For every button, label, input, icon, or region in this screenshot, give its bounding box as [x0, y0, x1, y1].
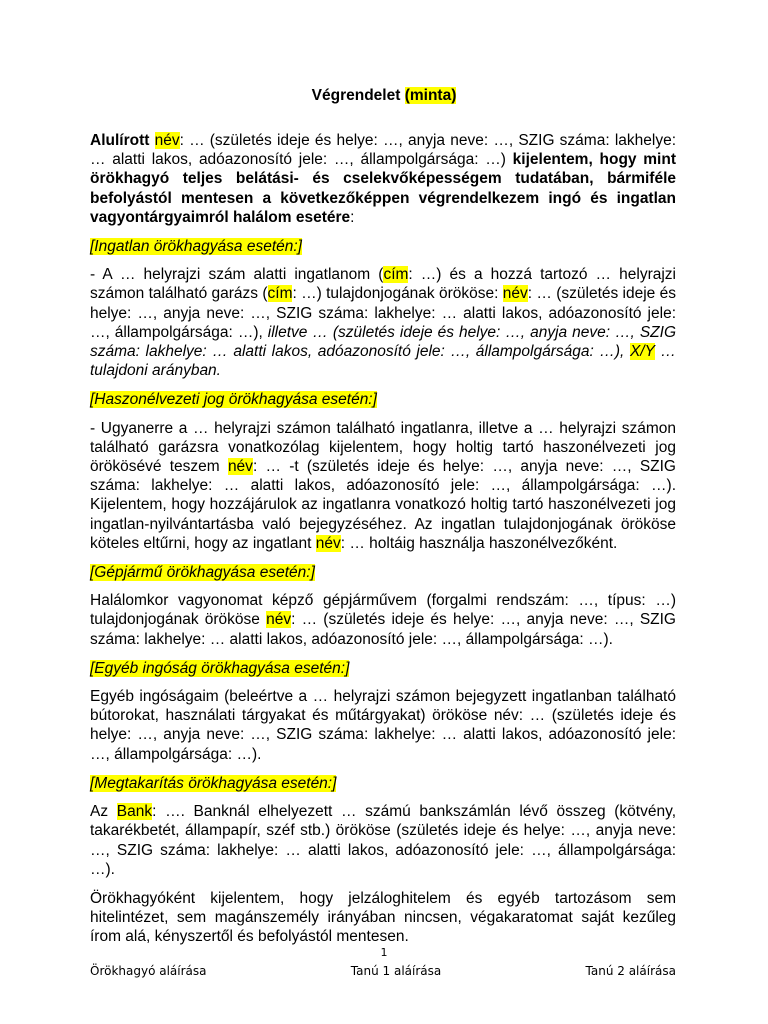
text-run: : … -t (születés ideje és helye: …, anyja neve: …, SZIG száma: lakhelye: … alatti lakos, adóazonosító jele: …, állampolgársága: …). Kijelentem, hogy hozzájárulok az ingatlanra vonatkozó holtig tartó haszonélvezeti jog ingatlan-nyilvántartásba való bejegyzéséhez. Az ingatlan tulajdonjogának örököse köteles eltűrni, hogy az ingatlant: [90, 458, 676, 552]
name-placeholder: név: [227, 458, 253, 476]
bank-placeholder: Bank: [116, 803, 153, 821]
name-placeholder: név: [266, 611, 292, 629]
section-heading-movables: [90, 659, 676, 678]
section-heading-vehicle: [90, 563, 676, 582]
testator-signature-label: Örökhagyó aláírása: [90, 964, 207, 978]
name-placeholder: név: [154, 132, 180, 149]
section-heading-text: [Haszonélvezeti jog örökhagyása esetén:]: [90, 391, 377, 409]
document-title: [0, 86, 768, 106]
text-run: Egyéb ingóságaim (beleértve a … helyrajzi számon bejegyzett ingatlanban található bútorokat, használati tárgyakat és műtárgyakat) örököse név: … (születés ideje és helye: …, anyja neve: …, SZIG száma: lakhelye: … alatti lakos, adóazonosító jele: …, állampolgársága: …).: [90, 688, 676, 763]
section-heading-text: [Ingatlan örökhagyása esetén:]: [90, 238, 302, 256]
text-run: : …) tulajdonjogának örököse:: [292, 285, 499, 303]
intro-declaration: kijelentem, hogy mint örökhagyó teljes belátási- és cselekvőképességem tudatában, bármiféle befolyástól mentesen a következőképpen végrendelkezem ingó és ingatlan vagyontárgyaimról halálom esetére: [90, 151, 676, 226]
ratio-placeholder: X/Y: [629, 343, 655, 361]
paragraph-real-estate: [90, 265, 676, 380]
name-placeholder: név: [315, 534, 341, 552]
text-run: Halálomkor vagyonomat képző gépjárművem (forgalmi rendszám: …, típus: …) tulajdonjogának örököse: [90, 592, 676, 629]
section-heading-savings: [90, 774, 676, 793]
address-placeholder: cím: [383, 266, 409, 284]
italic-text-run: illetve … (születés ideje és helye: …, anyja neve: …, SZIG száma: lakhelye: … alatti lakos, adóazonosító jele: …, állampolgársága: …),: [90, 323, 676, 361]
italic-text-run: … tulajdoni arányban.: [90, 343, 676, 380]
text-run: - Ugyanerre a … helyrajzi számon található ingatlanra, illetve a … helyrajzi számon található garázsra vonatkozólag kijelentem, hogy holtig tartó haszonélvezeti jog örökösévé teszem: [90, 419, 676, 476]
name-placeholder: név: [502, 285, 528, 303]
page-number: 1: [380, 946, 388, 959]
text-run: Az: [90, 803, 109, 821]
section-heading-real-estate: [90, 237, 676, 256]
text-run: : … (születés ideje és helye: …, anyja neve: …, SZIG száma: lakhelye: … alatti lakos, adóazonosító jele: …, állampolgársága: …),: [90, 285, 676, 341]
address-placeholder: cím: [267, 285, 293, 303]
intro-paragraph: [90, 131, 676, 227]
signature-footer: [90, 964, 676, 978]
title-highlight: (minta): [404, 87, 457, 104]
witness-1-signature-label: Tanú 1 aláírása: [350, 964, 442, 978]
witness-2-signature-label: Tanú 2 aláírása: [585, 964, 676, 978]
text-run: : … holtáig használja haszonélvezőként.: [340, 534, 618, 552]
paragraph-movables: [90, 687, 676, 764]
text-run: : … (születés ideje és helye: …, anyja neve: …, SZIG száma: lakhelye: … alatti lakos, adóazonosító jele: …, állampolgársága: …).: [90, 611, 676, 648]
section-heading-text: [Gépjármű örökhagyása esetén:]: [90, 564, 315, 582]
closing-paragraph: Örökhagyóként kijelentem, hogy jelzáloghitelem és egyéb tartozásom sem hitelintézet, sem magánszemély irányában nincsen, végakaratomat saját kezűleg írom alá, kényszertől és befolyástól mentesen.: [90, 889, 676, 946]
section-heading-text: [Megtakarítás örökhagyása esetén:]: [90, 774, 337, 792]
section-heading-usufruct: [90, 390, 676, 409]
intro-subject: Alulírott: [90, 132, 150, 149]
paragraph-vehicle: [90, 591, 676, 649]
text-run: : …. Banknál elhelyezett … számú bankszámlán lévő összeg (kötvény, takarékbetét, állampapír, széf stb.) örököse (születés ideje és helye: …, anyja neve: …, SZIG száma: lakhelye: … alatti lakos, adóazonosító jele: …, állampolgársága: …).: [90, 803, 677, 878]
text-run: : …) és a hozzá tartozó … helyrajzi számon található garázs (: [90, 266, 676, 303]
intro-colon: :: [350, 208, 355, 226]
section-heading-text: [Egyéb ingóság örökhagyása esetén:]: [90, 659, 350, 677]
title-text: Végrendelet: [311, 87, 401, 104]
paragraph-savings: [90, 802, 676, 879]
document-body: [90, 131, 676, 957]
text-run: - A … helyrajzi szám alatti ingatlanom (: [90, 266, 384, 284]
paragraph-usufruct: [90, 419, 676, 553]
intro-details: : … (születés ideje és helye: …, anyja neve: …, SZIG száma: lakhelye: … alatti lakos, adóazonosító jele: …, állampolgársága: …): [90, 132, 676, 169]
